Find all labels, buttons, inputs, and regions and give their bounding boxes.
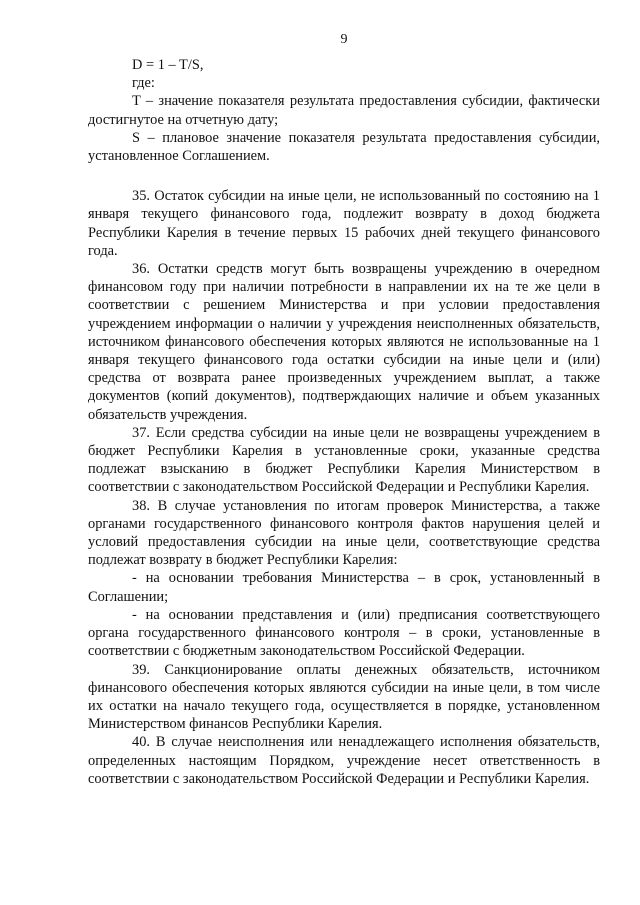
paragraph-37: 37. Если средства субсидии на иные цели не возвращены учреждением в бюджет Республики Карелия в установленные сроки, указанные средства подлежат взысканию в бюджет Республики Карелия Министерством в соответствии с законодательством Российской Федерации и Республики Карелия. — [88, 424, 600, 496]
definition-s: S – плановое значение показателя результата предоставления субсидии, установленное Соглашением. — [88, 129, 600, 165]
formula: D = 1 – T/S, — [132, 57, 204, 73]
definition-t: T – значение показателя результата предоставления субсидии, фактически достигнутое на отчетную дату; — [88, 93, 600, 128]
paragraph-35: 35. Остаток субсидии на иные цели, не использованный по состоянию на 1 января текущего финансового года, подлежит возврату в доход бюджета Республики Карелия в течение первых 15 рабочих дней текущего финансового года. — [88, 188, 600, 259]
paragraph-39: 39. Санкционирование оплаты денежных обязательств, источником финансового обеспечения которых являются субсидии на иные цели, в том числе их остатки на начало текущего года, осуществляется в порядке, установленном Министерством финансов Республики Карелия. — [88, 661, 600, 733]
where-label: где: — [132, 75, 155, 92]
paragraph-36: 36. Остатки средств могут быть возвращены учреждению в очередном финансовом году при наличии потребности в направлении их на те же цели в соответствии с решением Министерства и при условии предоставления учреждением информации о наличии у учреждения неисполненных обязательств, источником финансового обеспечения которых являются не использованные на 1 января текущего финансового года остатки субсидии на иные цели и (или) средства от возврата ранее произведенных учреждением выплат, а также документов (копий документов), подтверждающих наличие и объем указанных обязательств учреждения. — [88, 261, 600, 423]
list-item-control-order: - на основании представления и (или) предписания соответствующего органа государственного финансового контроля – в сроки, установленные в соответствии с бюджетным законодательством Российской Федерации. — [88, 606, 600, 660]
document-page — [88, 0, 600, 905]
list-item-ministry-demand: - на основании требования Министерства – в срок, установленный в Соглашении; — [88, 570, 600, 605]
paragraph-38: 38. В случае установления по итогам проверок Министерства, а также органами государственного финансового контроля фактов нарушения целей и условий предоставления субсидии на иные цели, соответствующие средства подлежат возврату в бюджет Республики Карелия: — [88, 497, 600, 569]
section-gap — [88, 165, 600, 187]
document-body — [88, 56, 600, 788]
page-number: 9 — [340, 32, 348, 47]
paragraph-40: 40. В случае неисполнения или ненадлежащего исполнения обязательств, определенных настоящим Порядком, учреждение несет ответственность в соответствии с законодательством Российской Федерации и Республики Карелия. — [88, 734, 600, 787]
